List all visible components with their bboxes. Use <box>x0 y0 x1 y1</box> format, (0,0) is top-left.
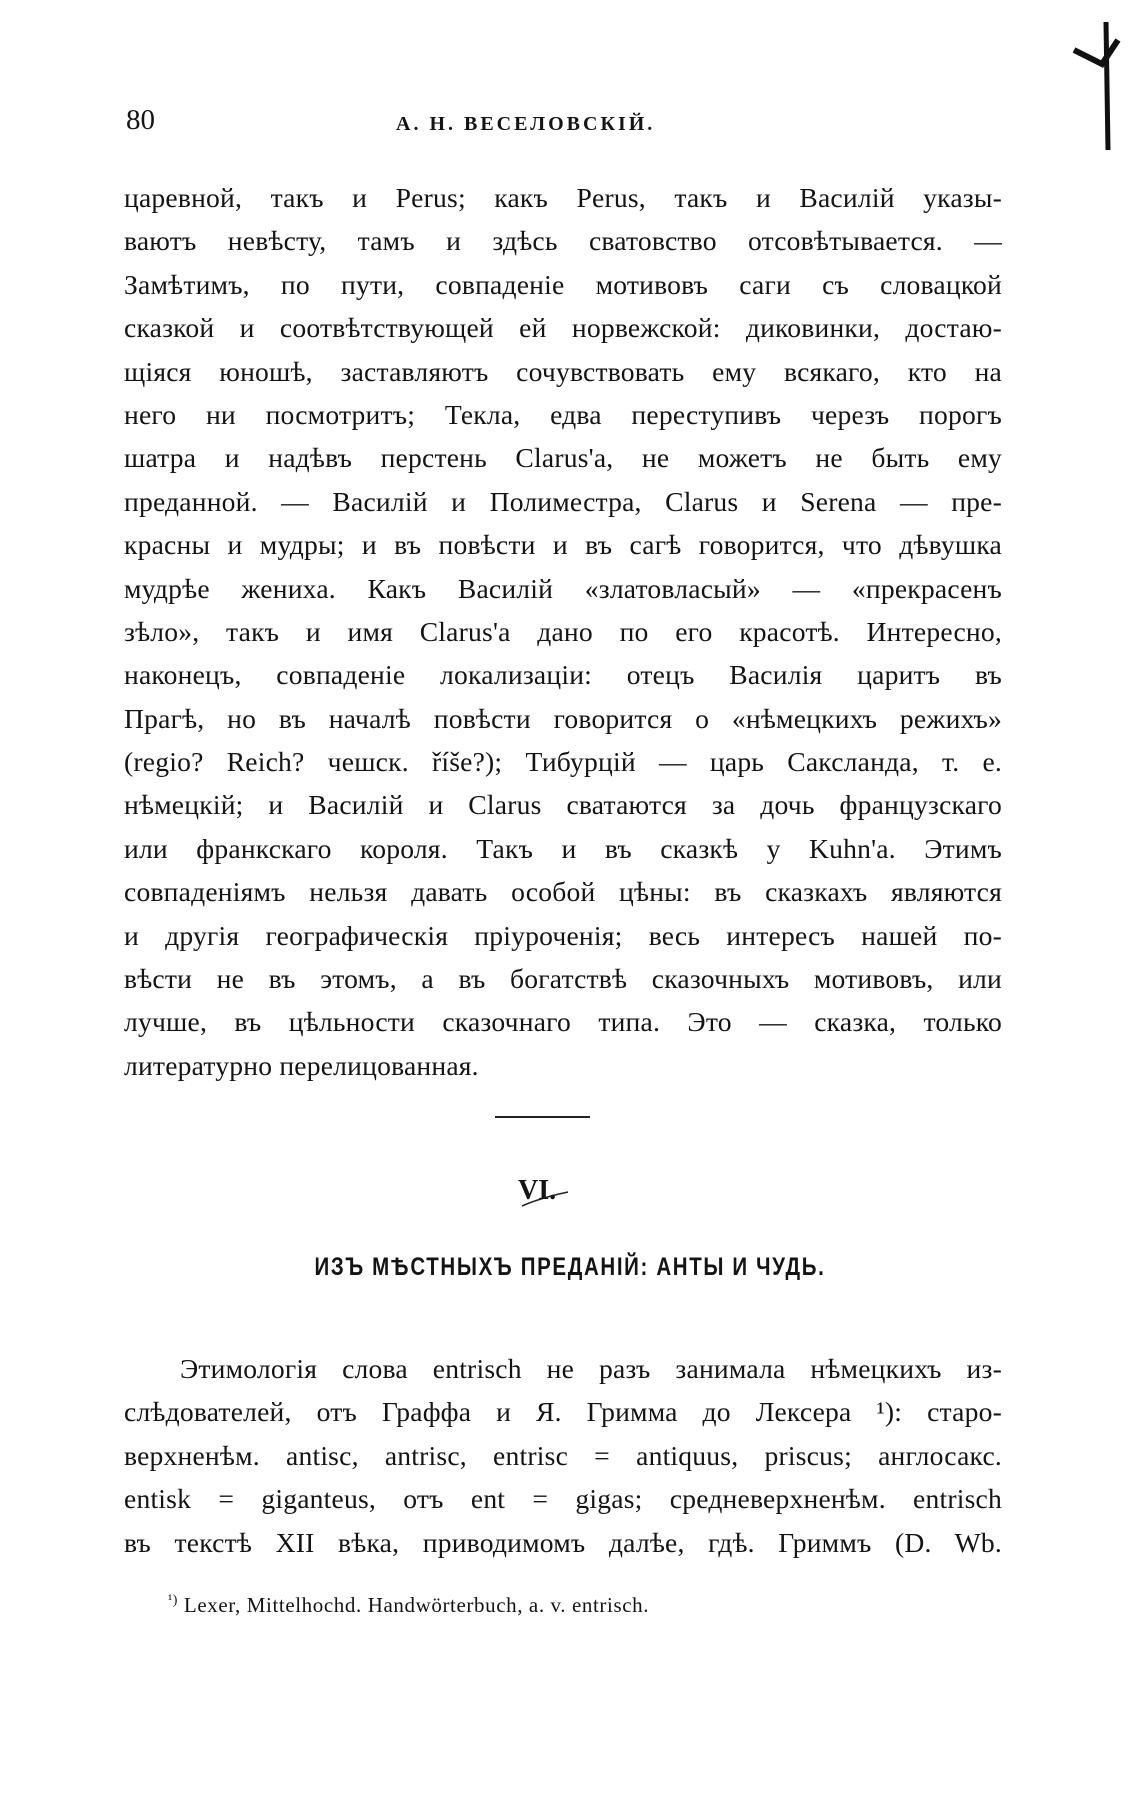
text-line: Этимологія слова entrisch не разъ занимала нѣмецкихъ из- <box>180 1353 1002 1384</box>
page-number: 80 <box>126 104 155 136</box>
text-line: вѣсти не въ этомъ, а въ богатствѣ сказочныхъ мотивовъ, или <box>124 963 1002 995</box>
text-line: Замѣтимъ, по пути, совпаденіе мотивовъ саги съ словацкой <box>124 268 1002 300</box>
text-line: литературно перелицованная. <box>124 1049 479 1081</box>
paragraph-2 <box>124 1347 1002 1564</box>
running-head: А. Н. ВЕСЕЛОВСКІЙ. <box>396 113 656 135</box>
text-line: него ни посмотритъ; Текла, едва переступивъ черезъ порогъ <box>124 398 1002 430</box>
paragraph-1 <box>124 176 1002 1087</box>
text-line: слѣдователей, отъ Граффа и Я. Гримма до Лексера ¹): старо- <box>124 1396 1002 1428</box>
text-line: entisk = giganteus, отъ ent = gigas; средневерхненѣм. entrisch <box>124 1483 1002 1515</box>
text-line: верхненѣм. antisc, antrisc, entrisc = antiquus, priscus; англосакс. <box>124 1439 1002 1471</box>
text-line: (regio? Reich? чешск. říše?); Тибурцій — царь Саксланда, т. е. <box>124 746 1002 778</box>
text-line: сказкой и соотвѣтствующей ей норвежской: диковинки, достаю- <box>124 312 1002 344</box>
text-line: царевной, такъ и Perus; какъ Perus, такъ и Василій указы- <box>124 182 1002 213</box>
footnote-text: Lexer, Mittelhochd. Handwörterbuch, a. v. entrisch. <box>183 1593 650 1617</box>
text-line: совпаденіямъ нельзя давать особой цѣны: въ сказкахъ являются <box>124 876 1002 908</box>
section-divider <box>495 1116 590 1118</box>
footnote <box>168 1593 649 1618</box>
text-line: щіяся юношѣ, заставляютъ сочувствовать ему всякаго, кто на <box>124 355 1002 387</box>
text-line: или франкскаго короля. Такъ и въ сказкѣ у Kuhn'а. Этимъ <box>124 832 1002 864</box>
text-line: преданной. — Василій и Полиместра, Clarus и Serena — пре- <box>124 485 1002 517</box>
text-line: въ текстѣ XII вѣка, приводимомъ далѣе, гдѣ. Гриммъ (D. Wb. <box>124 1526 1002 1558</box>
text-line: нѣмецкій; и Василій и Clarus сватаются за дочь французскаго <box>124 789 1002 821</box>
text-line: ваютъ невѣсту, тамъ и здѣсь сватовство отсовѣтывается. — <box>124 225 1002 257</box>
text-line: Прагѣ, но въ началѣ повѣсти говорится о «нѣмецкихъ режихъ» <box>124 702 1002 734</box>
text-line: красны и мудры; и въ повѣсти и въ сагѣ говорится, что дѣвушка <box>124 529 1002 561</box>
text-line: шатра и надѣвъ перстень Clarus'a, не можетъ не быть ему <box>124 442 1002 474</box>
section-number: VI. <box>518 1175 557 1206</box>
text-line: лучше, въ цѣльности сказочнаго типа. Это — сказка, только <box>124 1006 1002 1038</box>
page-edge-mark <box>1066 20 1126 150</box>
page-header <box>126 104 1006 144</box>
text-line: наконецъ, совпаденіе локализаціи: отецъ Василія царитъ въ <box>124 659 1002 691</box>
text-line: мудрѣе жениха. Какъ Василій «златовласый» — «прекрасенъ <box>124 572 1002 604</box>
footnote-marker: ¹) <box>168 1593 179 1608</box>
text-line: и другія географическія пріуроченія; весь интересъ нашей по- <box>124 919 1002 951</box>
section-title: ИЗЪ МѢСТНЫХЪ ПРЕДАНІЙ: АНТЫ И ЧУДЬ. <box>314 1253 826 1281</box>
text-line: зѣло», такъ и имя Clarus'а дано по его красотѣ. Интересно, <box>124 615 1002 647</box>
